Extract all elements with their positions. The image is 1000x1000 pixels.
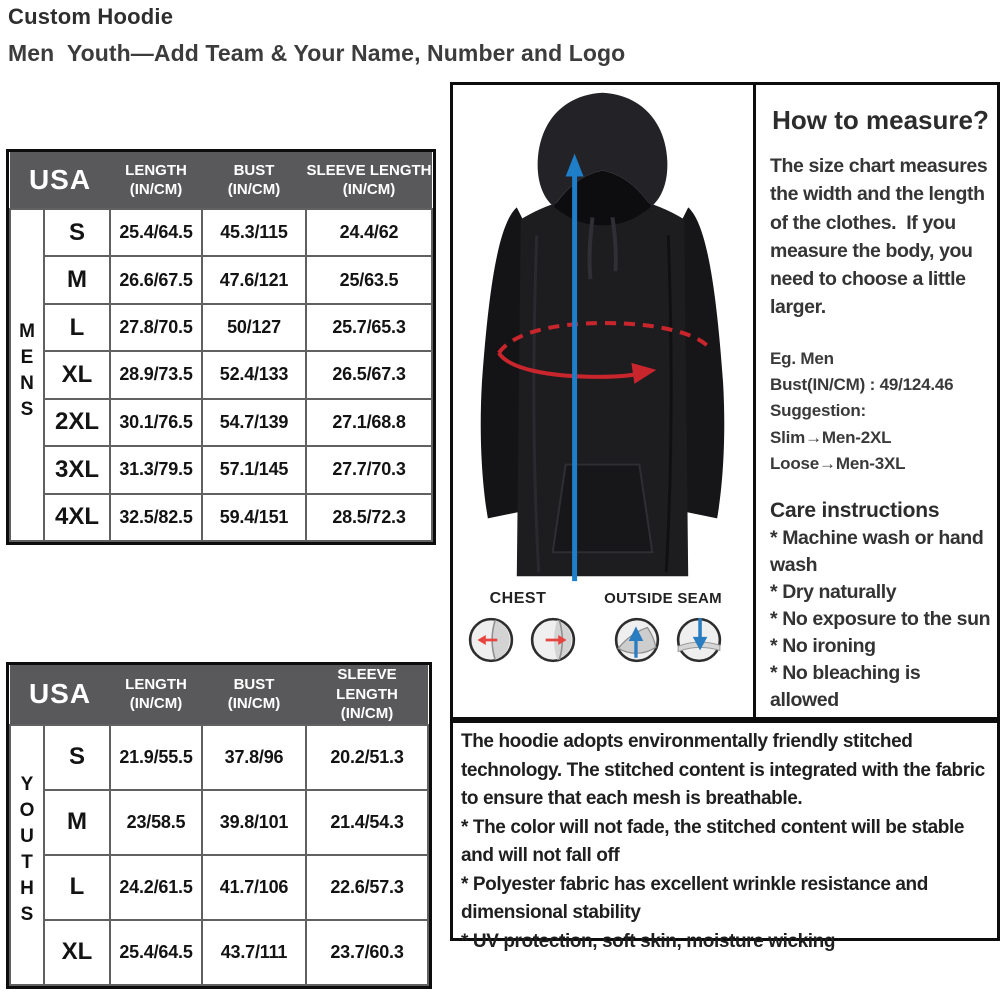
description-paragraph: * UV protection, soft skin, moisture wicking bbox=[461, 930, 836, 952]
chest-label: CHEST bbox=[489, 590, 547, 607]
size-cell: M bbox=[44, 790, 110, 855]
sleeve-cell: 26.5/67.3 bbox=[306, 351, 432, 398]
size-cell: 4XL bbox=[44, 494, 110, 541]
col-header-sleeve: SLEEVE LENGTH (IN/CM) bbox=[306, 152, 432, 209]
example-line: Loose→Men-3XL bbox=[770, 453, 906, 473]
table-row bbox=[10, 855, 428, 920]
table-row bbox=[10, 725, 428, 790]
bust-cell: 45.3/115 bbox=[202, 209, 306, 256]
product-description-box bbox=[450, 720, 1000, 952]
mens-group-label: MENS bbox=[10, 209, 44, 541]
col-header-length: LENGTH (IN/CM) bbox=[110, 665, 202, 725]
outside-seam-label: OUTSIDE SEAM bbox=[604, 590, 722, 607]
table-row bbox=[10, 209, 432, 256]
sleeve-cell: 20.2/51.3 bbox=[306, 725, 428, 790]
bust-cell: 57.1/145 bbox=[202, 446, 306, 493]
youth-size-chart bbox=[6, 662, 432, 989]
size-cell: S bbox=[44, 725, 110, 790]
length-cell: 27.8/70.5 bbox=[110, 304, 202, 351]
how-to-measure-section bbox=[756, 85, 997, 717]
bust-cell: 54.7/139 bbox=[202, 399, 306, 446]
sleeve-cell: 23.7/60.3 bbox=[306, 920, 428, 985]
length-cell: 21.9/55.5 bbox=[110, 725, 202, 790]
length-cell: 25.4/64.5 bbox=[110, 209, 202, 256]
hoodie-product-image bbox=[453, 85, 752, 582]
page-header bbox=[8, 4, 708, 67]
length-cell: 26.6/67.5 bbox=[110, 256, 202, 303]
col-header-sleeve: SLEEVE LENGTH (IN/CM) bbox=[306, 665, 428, 725]
sizing-example bbox=[770, 346, 991, 478]
care-instructions-list bbox=[770, 525, 991, 713]
page-title: Custom Hoodie bbox=[8, 4, 174, 29]
how-to-measure-title: How to measure? bbox=[772, 105, 989, 135]
length-cell: 25.4/64.5 bbox=[110, 920, 202, 985]
care-item: * Machine wash or hand wash bbox=[770, 527, 984, 577]
sleeve-cell: 22.6/57.3 bbox=[306, 855, 428, 920]
col-header-bust: BUST (IN/CM) bbox=[202, 152, 306, 209]
length-cell: 31.3/79.5 bbox=[110, 446, 202, 493]
care-item: * No exposure to the sun bbox=[770, 608, 991, 631]
example-line: Eg. Men bbox=[770, 348, 834, 368]
youth-group-label: YOUTHS bbox=[10, 725, 44, 986]
size-cell: M bbox=[44, 256, 110, 303]
length-cell: 24.2/61.5 bbox=[110, 855, 202, 920]
example-line: Suggestion: bbox=[770, 401, 867, 421]
size-cell: 3XL bbox=[44, 446, 110, 493]
size-cell: L bbox=[44, 855, 110, 920]
kangaroo-pocket bbox=[553, 465, 653, 553]
chest-measure-left-icon bbox=[467, 616, 515, 664]
table-row bbox=[10, 446, 432, 493]
table-row bbox=[10, 790, 428, 855]
table-row bbox=[10, 351, 432, 398]
description-paragraph: * Polyester fabric has excellent wrinkle resistance and dimensional stability bbox=[461, 873, 928, 923]
table-row bbox=[10, 304, 432, 351]
measure-panel bbox=[450, 82, 1000, 720]
description-paragraph: * The color will not fade, the stitched content will be stable and will not fall off bbox=[461, 816, 965, 866]
example-line: Slim→Men-2XL bbox=[770, 427, 892, 447]
length-cell: 30.1/76.5 bbox=[110, 399, 202, 446]
mens-header-row bbox=[10, 152, 432, 209]
col-header-usa: USA bbox=[10, 152, 110, 209]
description-paragraph: The hoodie adopts environmentally friendly stitched technology. The stitched content is integrated with the fabric to ensure that each mesh is breathable. bbox=[461, 731, 985, 809]
sleeve-cell: 21.4/54.3 bbox=[306, 790, 428, 855]
youth-header-row bbox=[10, 665, 428, 725]
col-header-bust: BUST (IN/CM) bbox=[202, 665, 306, 725]
care-instructions-title: Care instructions bbox=[770, 499, 940, 523]
care-item: * Dry naturally bbox=[770, 581, 897, 604]
col-header-length: LENGTH (IN/CM) bbox=[110, 152, 202, 209]
bust-cell: 59.4/151 bbox=[202, 494, 306, 541]
sleeve-cell: 28.5/72.3 bbox=[306, 494, 432, 541]
bust-cell: 43.7/111 bbox=[202, 920, 306, 985]
sleeve-cell: 27.7/70.3 bbox=[306, 446, 432, 493]
size-cell: L bbox=[44, 304, 110, 351]
outside-seam-up-icon bbox=[613, 616, 661, 664]
diagram-icons bbox=[453, 616, 753, 664]
care-item: * No ironing bbox=[770, 634, 876, 657]
hoodie-image-cell bbox=[453, 85, 756, 717]
example-line: Bust(IN/CM) : 49/124.46 bbox=[770, 374, 954, 394]
table-row bbox=[10, 399, 432, 446]
size-cell: XL bbox=[44, 351, 110, 398]
table-row bbox=[10, 920, 428, 985]
length-cell: 28.9/73.5 bbox=[110, 351, 202, 398]
bust-cell: 47.6/121 bbox=[202, 256, 306, 303]
size-cell: 2XL bbox=[44, 399, 110, 446]
col-header-usa: USA bbox=[10, 665, 110, 725]
chest-measure-right-icon bbox=[529, 616, 577, 664]
diagram-labels bbox=[453, 590, 753, 608]
sleeve-cell: 24.4/62 bbox=[306, 209, 432, 256]
sleeve-cell: 27.1/68.8 bbox=[306, 399, 432, 446]
bust-cell: 41.7/106 bbox=[202, 855, 306, 920]
size-cell: S bbox=[44, 209, 110, 256]
length-cell: 32.5/82.5 bbox=[110, 494, 202, 541]
mens-size-table bbox=[9, 152, 433, 542]
bust-cell: 37.8/96 bbox=[202, 725, 306, 790]
size-cell: XL bbox=[44, 920, 110, 985]
care-item: * No bleaching is allowed bbox=[770, 661, 921, 711]
table-row bbox=[10, 494, 432, 541]
sleeve-cell: 25/63.5 bbox=[306, 256, 432, 303]
bust-cell: 39.8/101 bbox=[202, 790, 306, 855]
outside-seam-down-icon bbox=[675, 616, 723, 664]
table-row bbox=[10, 256, 432, 303]
page-subtitle: Men Youth—Add Team & Your Name, Number and Logo bbox=[8, 40, 626, 66]
length-cell: 23/58.5 bbox=[110, 790, 202, 855]
how-to-measure-body: The size chart measures the width and the length of the clothes. If you measure the body, you need to choose a little larger. bbox=[770, 155, 993, 319]
bust-cell: 52.4/133 bbox=[202, 351, 306, 398]
bust-cell: 50/127 bbox=[202, 304, 306, 351]
youth-size-table bbox=[9, 665, 429, 986]
sleeve-cell: 25.7/65.3 bbox=[306, 304, 432, 351]
mens-size-chart bbox=[6, 149, 436, 545]
